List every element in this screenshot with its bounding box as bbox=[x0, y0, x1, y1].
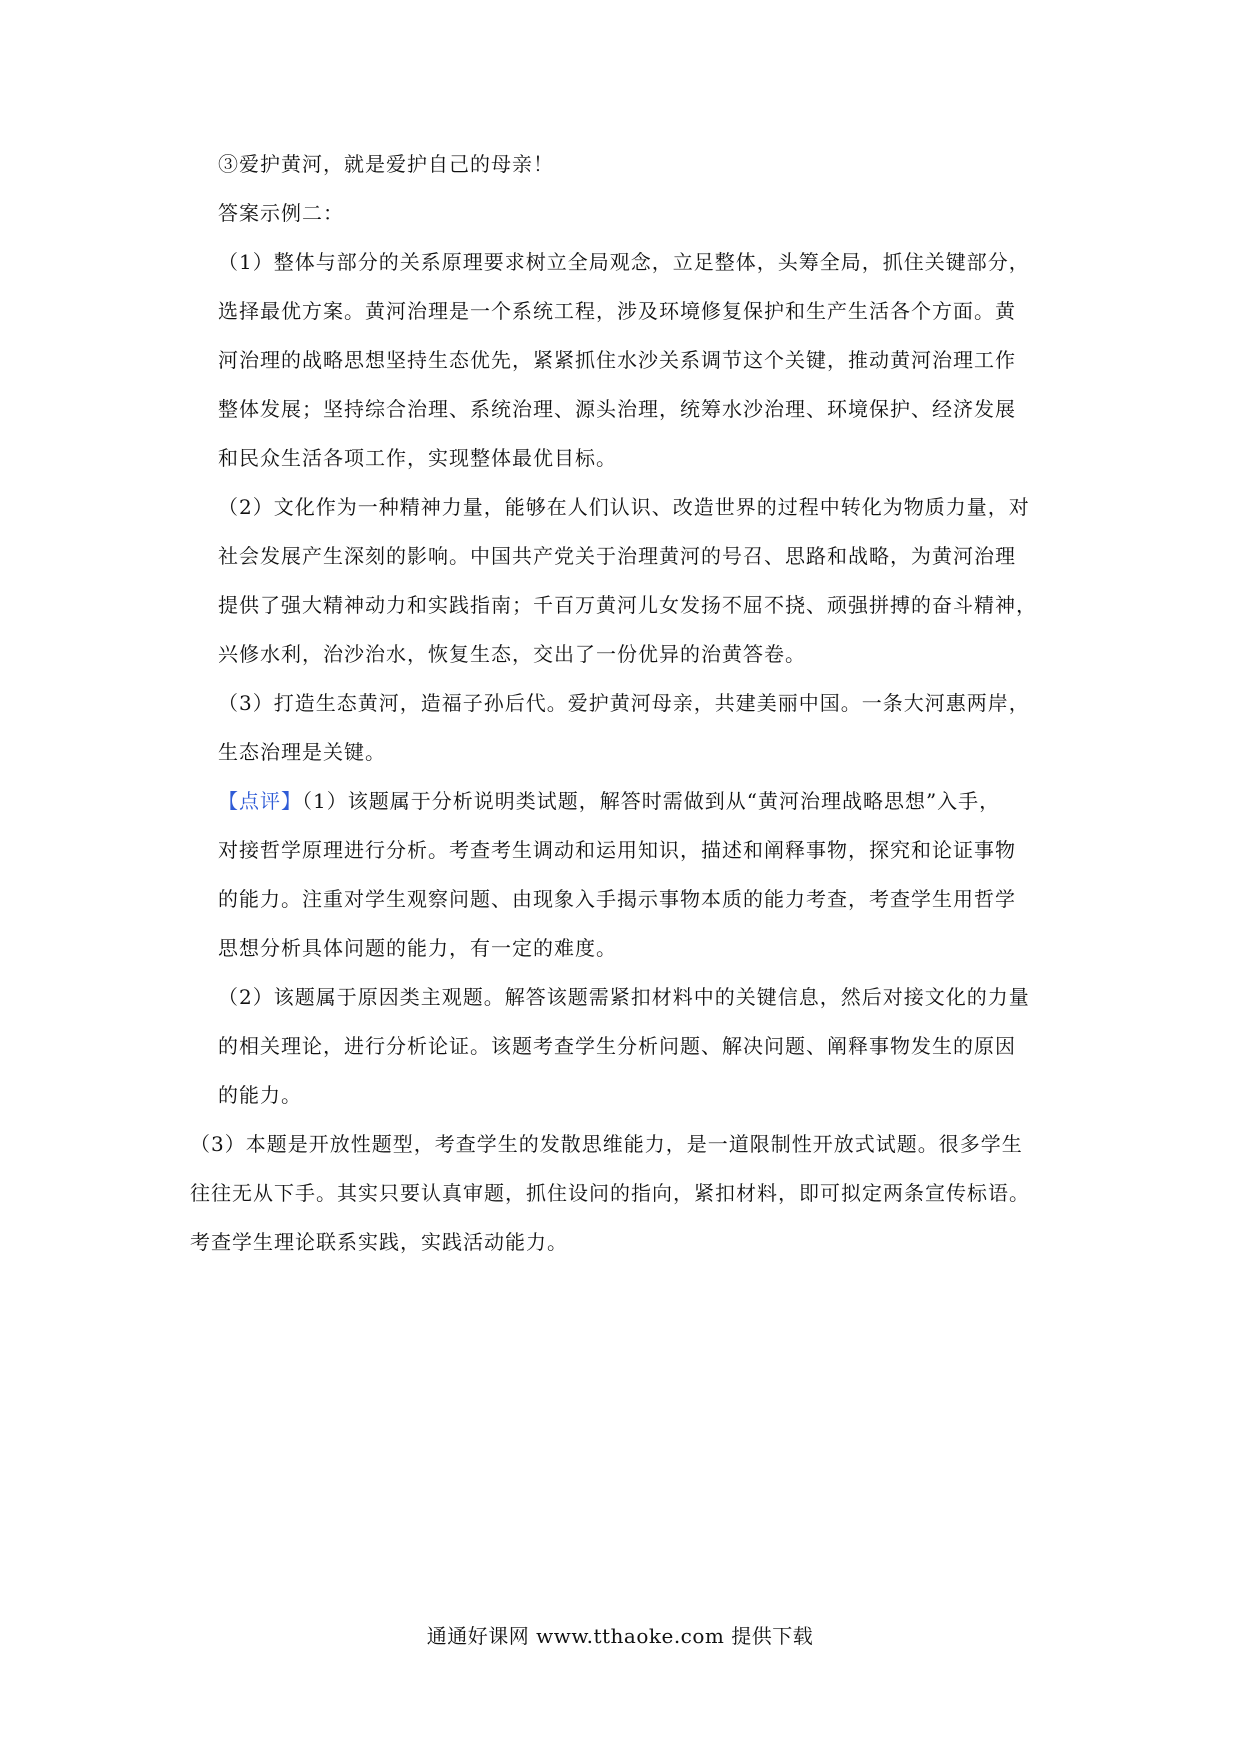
commentary-label: 【点评】 bbox=[218, 789, 302, 813]
text-line: （2）该题属于原因类主观题。解答该题需紧扣材料中的关键信息，然后对接文化的力量 bbox=[218, 985, 1030, 1009]
text-line: （3）本题是开放性题型，考查学生的发散思维能力，是一道限制性开放式试题。很多学生 bbox=[190, 1132, 1023, 1156]
text-line: 生态治理是关键。 bbox=[218, 740, 386, 764]
paragraph-commentary-1 bbox=[218, 777, 1068, 973]
text-line: 和民众生活各项工作，实现整体最优目标。 bbox=[218, 446, 617, 470]
text-line: 答案示例二： bbox=[218, 201, 344, 225]
text-line: 往往无从下手。其实只要认真审题，抓住设问的指向，紧扣材料，即可拟定两条宣传标语。 bbox=[190, 1181, 1030, 1205]
text-line: （3）打造生态黄河，造福子孙后代。爱护黄河母亲，共建美丽中国。一条大河惠两岸， bbox=[218, 691, 1030, 715]
text-line: 的能力。注重对学生观察问题、由现象入手揭示事物本质的能力考查，考查学生用哲学 bbox=[218, 887, 1016, 911]
paragraph-answer-example-2-heading bbox=[218, 189, 1068, 238]
text-line: 的能力。 bbox=[218, 1083, 302, 1107]
text-line: （1）整体与部分的关系原理要求树立全局观念，立足整体，头筹全局，抓住关键部分， bbox=[218, 250, 1030, 274]
paragraph-commentary-2 bbox=[218, 973, 1068, 1120]
text-line: 选择最优方案。黄河治理是一个系统工程，涉及环境修复保护和生产生活各个方面。黄 bbox=[218, 299, 1016, 323]
text-line: 河治理的战略思想坚持生态优先，紧紧抓住水沙关系调节这个关键，推动黄河治理工作 bbox=[218, 348, 1016, 372]
text-line: 考查学生理论联系实践，实践活动能力。 bbox=[190, 1230, 568, 1254]
paragraph-slogan-3 bbox=[218, 140, 1068, 189]
text-line: 提供了强大精神动力和实践指南；千百万黄河儿女发扬不屈不挠、顽强拼搏的奋斗精神， bbox=[218, 593, 1037, 617]
text-segment: （1）该题属于分析说明类试题，解答时需做到从“黄河治理战略思想”入手， bbox=[302, 789, 1001, 813]
paragraph-answer-1 bbox=[218, 238, 1068, 483]
text-line: ③爱护黄河，就是爱护自己的母亲！ bbox=[218, 152, 554, 176]
text-line: 整体发展；坚持综合治理、系统治理、源头治理，统筹水沙治理、环境保护、经济发展 bbox=[218, 397, 1016, 421]
paragraph-answer-3 bbox=[218, 679, 1068, 777]
text-line: 兴修水利，治沙治水，恢复生态，交出了一份优异的治黄答卷。 bbox=[218, 642, 806, 666]
paragraph-commentary-3 bbox=[190, 1120, 1070, 1267]
text-line: （2）文化作为一种精神力量，能够在人们认识、改造世界的过程中转化为物质力量，对 bbox=[218, 495, 1030, 519]
paragraph-answer-2 bbox=[218, 483, 1068, 679]
text-line bbox=[218, 777, 1068, 826]
text-line: 社会发展产生深刻的影响。中国共产党关于治理黄河的号召、思路和战略，为黄河治理 bbox=[218, 544, 1016, 568]
text-line: 对接哲学原理进行分析。考查考生调动和运用知识，描述和阐释事物，探究和论证事物 bbox=[218, 838, 1016, 862]
text-line: 的相关理论，进行分析论证。该题考查学生分析问题、解决问题、阐释事物发生的原因 bbox=[218, 1034, 1016, 1058]
text-line: 思想分析具体问题的能力，有一定的难度。 bbox=[218, 936, 617, 960]
page-footer: 通通好课网 www.tthaoke.com 提供下载 bbox=[426, 1624, 814, 1648]
